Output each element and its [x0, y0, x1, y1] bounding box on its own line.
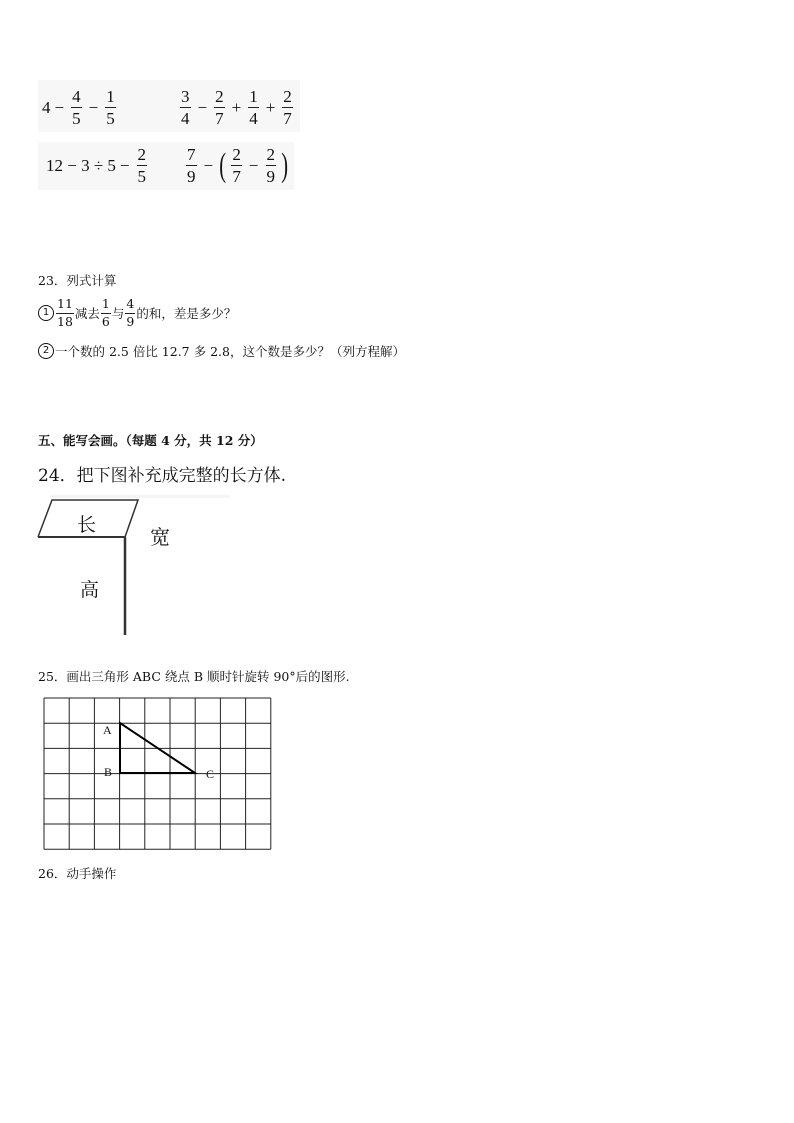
fraction: $\frac{1}{4}$ — [249, 87, 258, 128]
item-marker: 2 — [38, 343, 54, 359]
fraction: $\frac{2}{5}$ — [137, 145, 147, 186]
right-paren: ) — [281, 146, 289, 184]
section-5-title: 五、能写会画。（每题 4 分，共 12 分） — [38, 433, 263, 448]
operator: − — [119, 155, 130, 175]
cuboid-sketch — [30, 490, 230, 640]
point-a-label: A — [103, 723, 112, 737]
left-paren: ( — [219, 146, 227, 184]
q23-item2 — [38, 342, 405, 360]
q23-item1 — [38, 298, 236, 328]
lead-expression: 12 − 3 ÷ 5 — [46, 155, 116, 175]
point-b-label: B — [104, 765, 113, 779]
fraction: $\frac{1}{6}$ — [101, 296, 110, 329]
text: 与 — [111, 306, 125, 321]
expression-row2-left — [46, 146, 150, 185]
fraction: $\frac{2}{9}$ — [266, 145, 276, 186]
expression-row1-left — [42, 88, 119, 127]
expression-row2-right — [183, 146, 290, 185]
q23-title: 23．列式计算 — [38, 273, 117, 288]
fraction: $\frac{11}{18}$ — [57, 296, 73, 329]
operator: − — [203, 155, 214, 175]
fraction: $\frac{3}{4}$ — [181, 87, 190, 128]
point-c-label: C — [206, 767, 215, 781]
operator: + — [265, 97, 276, 117]
text: 减去 — [74, 306, 100, 321]
fraction: $\frac{4}{5}$ — [72, 87, 81, 128]
text: 的和，差是多少？ — [136, 306, 237, 321]
label-width: 宽 — [150, 525, 170, 549]
label-height: 高 — [80, 579, 100, 601]
scan-shade — [50, 495, 230, 498]
operator: − — [248, 155, 259, 175]
fraction: $\frac{1}{5}$ — [106, 87, 115, 128]
operator: + — [231, 97, 242, 117]
expression-row1-right — [177, 88, 296, 127]
q26-title: 26．动手操作 — [38, 866, 117, 881]
operator: − — [197, 97, 208, 117]
item-marker: 1 — [38, 305, 54, 321]
label-length: 长 — [77, 514, 97, 536]
text: 一个数的 2.5 倍比 12.7 多 2.8，这个数是多少？（列方程解） — [55, 344, 405, 359]
fraction: $\frac{2}{7}$ — [232, 145, 241, 186]
operator: − — [88, 97, 99, 117]
q25-title: 25．画出三角形 ABC 绕点 B 顺时针旋转 90°后的图形. — [38, 669, 350, 684]
fraction: $\frac{4}{9}$ — [126, 296, 135, 329]
rotation-grid — [40, 694, 276, 854]
fraction: $\frac{2}{7}$ — [215, 87, 224, 128]
fraction: $\frac{2}{7}$ — [283, 87, 292, 128]
q24-title: 24．把下图补充成完整的长方体. — [38, 466, 287, 486]
operator: − — [54, 97, 65, 117]
lead-number: 4 — [42, 97, 51, 117]
fraction: $\frac{7}{9}$ — [187, 145, 196, 186]
